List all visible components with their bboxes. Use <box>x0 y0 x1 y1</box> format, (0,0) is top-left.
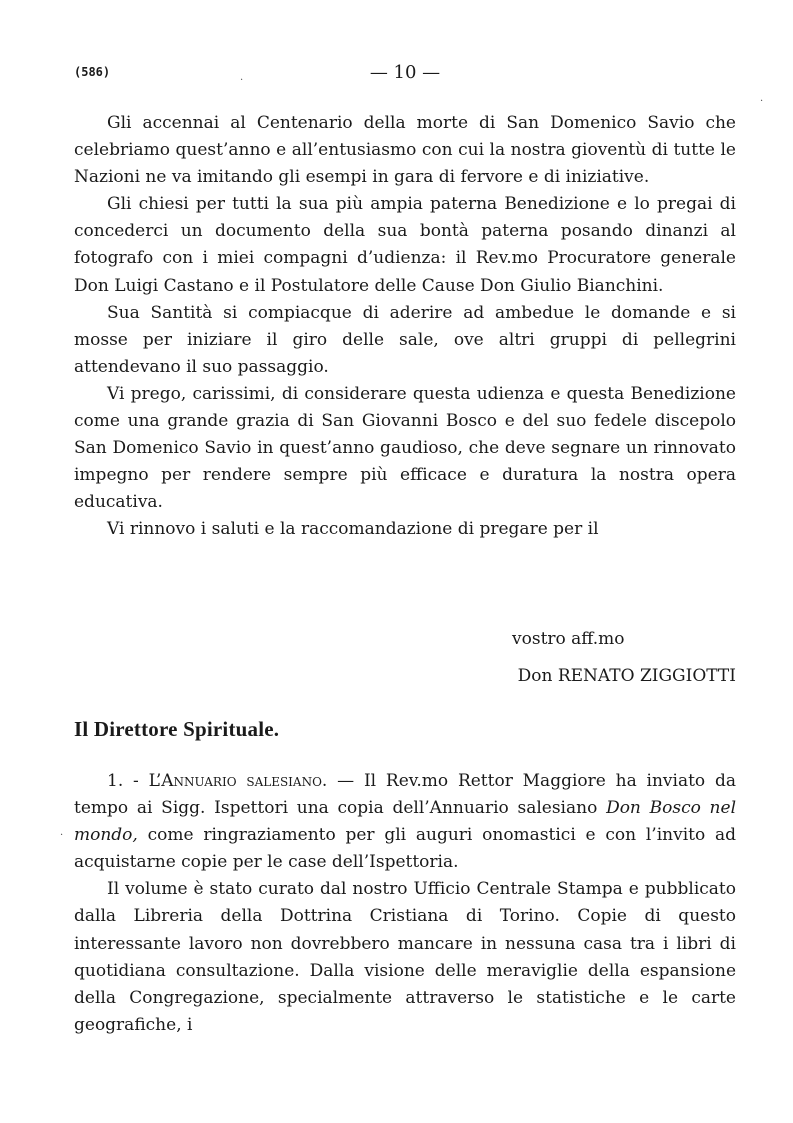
page-header <box>74 62 736 86</box>
letter-signature <box>74 621 736 695</box>
signer-name: RENATO ZIGGIOTTI <box>557 666 736 686</box>
section-body <box>74 768 736 1039</box>
section-paragraph-1 <box>74 768 736 876</box>
signer-prefix: Don <box>517 666 553 686</box>
page-number: — 10 — <box>369 62 441 83</box>
section-title: Il Direttore Spirituale. <box>74 717 280 741</box>
letter-paragraph-1: Gli accennai al Centenario della morte di San Domenico Savio che celebriamo quest’anno e all’entusiasmo con cui la nostra gioventù di tutte le Nazioni ne va imitando gli esempi in gara di fervore e di iniziative. <box>74 113 736 188</box>
print-speck: · <box>60 830 64 841</box>
letter-body <box>74 110 736 544</box>
page-code: (586) <box>74 65 111 79</box>
item-text-before: — Il Rev.mo Rettor Maggiore ha inviato da tempo ai Sigg. Ispettori una copia dell’Annuario salesiano <box>74 771 736 819</box>
item-number: 1. - <box>107 771 139 791</box>
print-speck: . <box>240 72 244 83</box>
book-title: Don Bosco nel mondo, <box>74 798 737 846</box>
letter-paragraph-3: Sua Santità si compiacque di aderire ad ambedue le domande e si mosse per iniziare il giro delle sale, ove altri gruppi di pellegrini attendevano il suo passaggio. <box>74 302 736 377</box>
letter-paragraph-2: Gli chiesi per tutti la sua più ampia paterna Benedizione e lo pregai di concederci un documento della sua bontà paterna posando dinanzi al fotografo con i miei compagni d’udienza: il Rev.mo Procuratore generale Don Luigi Castano e il Postulatore delle Cause Don Giulio Bianchini. <box>74 194 736 296</box>
signer <box>74 658 736 695</box>
item-text-after: come ringraziamento per gli auguri onomastici e con l’invito ad acquistarne copie per le case dell’Ispettoria. <box>74 825 736 873</box>
letter-paragraph-5: Vi rinnovo i saluti e la raccomandazione di pregare per il <box>107 519 599 540</box>
letter-paragraph-4: Vi prego, carissimi, di considerare questa udienza e questa Benedizione come una grande grazia di San Giovanni Bosco e del suo fedele discepolo San Domenico Savio in quest’anno gaudioso, che deve segnare un rinnovato impegno per rendere sempre più efficace e duratura la nostra opera educativa. <box>74 383 736 513</box>
closing-formula: vostro aff.mo <box>512 629 625 649</box>
print-speck: · <box>760 96 764 107</box>
item-title: L’Annuario salesiano. <box>148 771 328 791</box>
section-paragraph-2: Il volume è stato curato dal nostro Ufficio Centrale Stampa e pubblicato dalla Libreria della Dottrina Cristiana di Torino. Copie di questo interessante lavoro non dovrebbero mancare in nessuna casa tra i libri di quotidiana consultazione. Dalla visione delle meraviglie della espansione della Congregazione, specialmente attraverso le statistiche e le carte geografiche, i <box>74 879 736 1035</box>
